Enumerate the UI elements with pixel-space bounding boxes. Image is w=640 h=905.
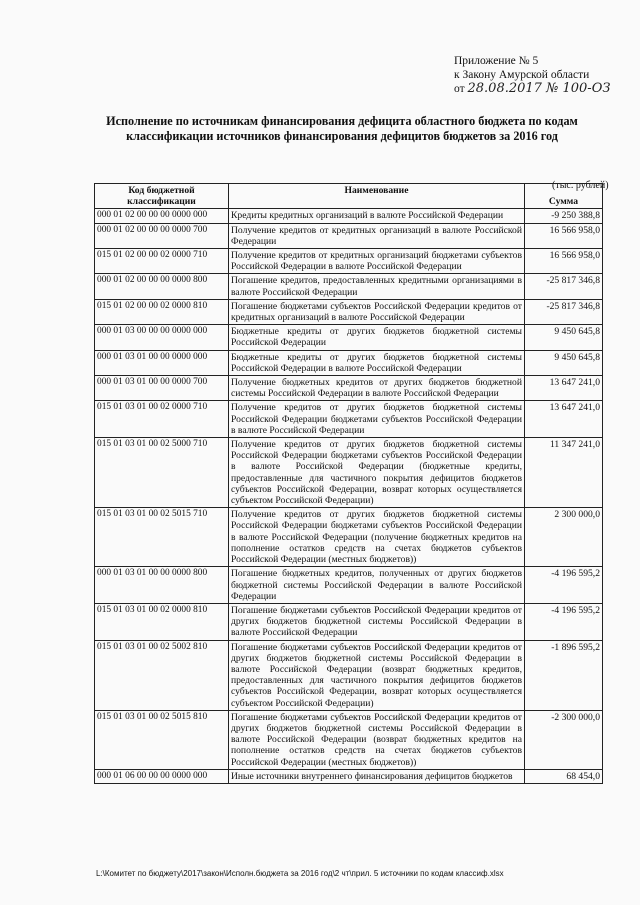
- cell-amount: 68 454,0: [525, 769, 603, 783]
- cell-name: Получение кредитов от других бюджетов бюджетной системы Российской Федерации бюджетами субъектов Российской Федерации в валюте Российской Федерации: [229, 401, 525, 438]
- cell-amount: 13 647 241,0: [525, 376, 603, 401]
- cell-code: 000 01 03 01 00 00 0000 700: [95, 376, 229, 401]
- table-row: [95, 223, 603, 248]
- sources-table: [94, 183, 603, 784]
- cell-code: 000 01 03 01 00 00 0000 000: [95, 350, 229, 375]
- cell-code: 015 01 03 01 00 02 5015 710: [95, 508, 229, 567]
- cell-amount: 13 647 241,0: [525, 401, 603, 438]
- cell-code: 015 01 02 00 00 02 0000 810: [95, 299, 229, 324]
- cell-amount: 16 566 958,0: [525, 249, 603, 274]
- cell-name: Бюджетные кредиты от других бюджетов бюджетной системы Российской Федерации в валюте Российской Федерации: [229, 350, 525, 375]
- table-row: [95, 209, 603, 223]
- cell-amount: -25 817 346,8: [525, 299, 603, 324]
- cell-name: Получение кредитов от других бюджетов бюджетной системы Российской Федерации бюджетами субъектов Российской Федерации в валюте Российской Федерации (получение бюджетных кредитов на пополнение остатков средств на счетах бюджетов субъектов Российской Федерации (местных бюджетов)): [229, 508, 525, 567]
- cell-code: 015 01 03 01 00 02 0000 810: [95, 603, 229, 640]
- table-row: [95, 325, 603, 350]
- cell-amount: 11 347 241,0: [525, 438, 603, 508]
- handwritten-date-number: 28.08.2017 № 100-ОЗ: [467, 81, 611, 96]
- appendix-number: Приложение № 5: [454, 55, 539, 67]
- table-row: [95, 401, 603, 438]
- table-body: [95, 209, 603, 784]
- cell-name: Иные источники внутреннего финансирования дефицитов бюджетов: [229, 769, 525, 783]
- cell-code: 015 01 03 01 00 02 5002 810: [95, 640, 229, 710]
- cell-code: 000 01 03 01 00 00 0000 800: [95, 567, 229, 604]
- cell-name: Бюджетные кредиты от других бюджетов бюджетной системы Российской Федерации: [229, 325, 525, 350]
- cell-amount: -25 817 346,8: [525, 274, 603, 299]
- column-header-sum: Сумма: [525, 184, 603, 209]
- cell-code: 000 01 02 00 00 00 0000 700: [95, 223, 229, 248]
- table-row: [95, 350, 603, 375]
- appendix-law: к Закону Амурской области: [454, 69, 590, 81]
- units-label: (тыс. рублей): [552, 180, 609, 191]
- cell-name: Получение кредитов от кредитных организаций бюджетами субъектов Российской Федерации в валюте Российской Федерации: [229, 249, 525, 274]
- cell-amount: -1 896 595,2: [525, 640, 603, 710]
- cell-name: Получение кредитов от других бюджетов бюджетной системы Российской Федерации бюджетами субъектов Российской Федерации в валюте Российской Федерации (бюджетные кредиты, предоставленные для частичного покрытия дефицитов бюджетов субъектов Российской Федерации, возврат которых осуществляется субъектом Российской Федерации): [229, 438, 525, 508]
- cell-code: 015 01 02 00 00 02 0000 710: [95, 249, 229, 274]
- table-row: [95, 438, 603, 508]
- cell-amount: -2 300 000,0: [525, 710, 603, 769]
- cell-amount: 2 300 000,0: [525, 508, 603, 567]
- table-row: [95, 249, 603, 274]
- cell-code: 015 01 03 01 00 02 0000 710: [95, 401, 229, 438]
- table-header-row: [95, 184, 603, 209]
- cell-amount: 16 566 958,0: [525, 223, 603, 248]
- cell-name: Получение кредитов от кредитных организаций в валюте Российской Федерации: [229, 223, 525, 248]
- table-row: [95, 376, 603, 401]
- cell-amount: -4 196 595,2: [525, 567, 603, 604]
- cell-code: 015 01 03 01 00 02 5015 810: [95, 710, 229, 769]
- cell-code: 000 01 03 00 00 00 0000 000: [95, 325, 229, 350]
- appendix-header: [454, 54, 634, 96]
- cell-name: Погашение бюджетами субъектов Российской Федерации кредитов от кредитных организаций в валюте Российской Федерации: [229, 299, 525, 324]
- cell-name: Погашение бюджетами субъектов Российской Федерации кредитов от других бюджетов бюджетной системы Российской Федерации в валюте Российской Федерации (возврат бюджетных кредитов на пополнение остатков средств на счетах бюджетов субъектов Российской Федерации (местных бюджетов)): [229, 710, 525, 769]
- cell-name: Погашение бюджетных кредитов, полученных от других бюджетов бюджетной системы Российской Федерации в валюте Российской Федерации: [229, 567, 525, 604]
- document-title: Исполнение по источникам финансирования дефицита областного бюджета по кодам классификации источников финансирования дефицитов бюджетов за 2016 год: [106, 114, 578, 143]
- cell-code: 000 01 06 00 00 00 0000 000: [95, 769, 229, 783]
- table-row: [95, 710, 603, 769]
- column-header-name: Наименование: [229, 184, 525, 209]
- cell-code: 000 01 02 00 00 00 0000 000: [95, 209, 229, 223]
- table-row: [95, 769, 603, 783]
- file-path-footer: L:\Комитет по бюджету\2017\закон\Исполн.бюджета за 2016 год\2 чт\прил. 5 источники по кодам классиф.xlsx: [96, 869, 504, 878]
- cell-name: Погашение бюджетами субъектов Российской Федерации кредитов от других бюджетов бюджетной системы Российской Федерации в валюте Российской Федерации (возврат бюджетных кредитов, предоставленных для частичного покрытия дефицитов бюджетов субъектов Российской Федерации, возврат которых осуществляется субъектом Российской Федерации): [229, 640, 525, 710]
- table-row: [95, 603, 603, 640]
- cell-amount: 9 450 645,8: [525, 325, 603, 350]
- cell-name: Погашение кредитов, предоставленных кредитными организациями в валюте Российской Федерации: [229, 274, 525, 299]
- cell-amount: 9 450 645,8: [525, 350, 603, 375]
- cell-code: 000 01 02 00 00 00 0000 800: [95, 274, 229, 299]
- appendix-date-line: [454, 82, 634, 96]
- cell-amount: -4 196 595,2: [525, 603, 603, 640]
- cell-name: Погашение бюджетами субъектов Российской Федерации кредитов от других бюджетов бюджетной системы Российской Федерации в валюте Российской Федерации: [229, 603, 525, 640]
- cell-name: Кредиты кредитных организаций в валюте Российской Федерации: [229, 209, 525, 223]
- table-row: [95, 274, 603, 299]
- table-row: [95, 640, 603, 710]
- cell-amount: -9 250 388,8: [525, 209, 603, 223]
- cell-code: 015 01 03 01 00 02 5000 710: [95, 438, 229, 508]
- appendix-date-prefix: от: [454, 83, 465, 95]
- table-row: [95, 567, 603, 604]
- table-row: [95, 299, 603, 324]
- column-header-code: Код бюджетной классификации: [95, 184, 229, 209]
- cell-name: Получение бюджетных кредитов от других бюджетов бюджетной системы Российской Федерации в валюте Российской Федерации: [229, 376, 525, 401]
- table-row: [95, 508, 603, 567]
